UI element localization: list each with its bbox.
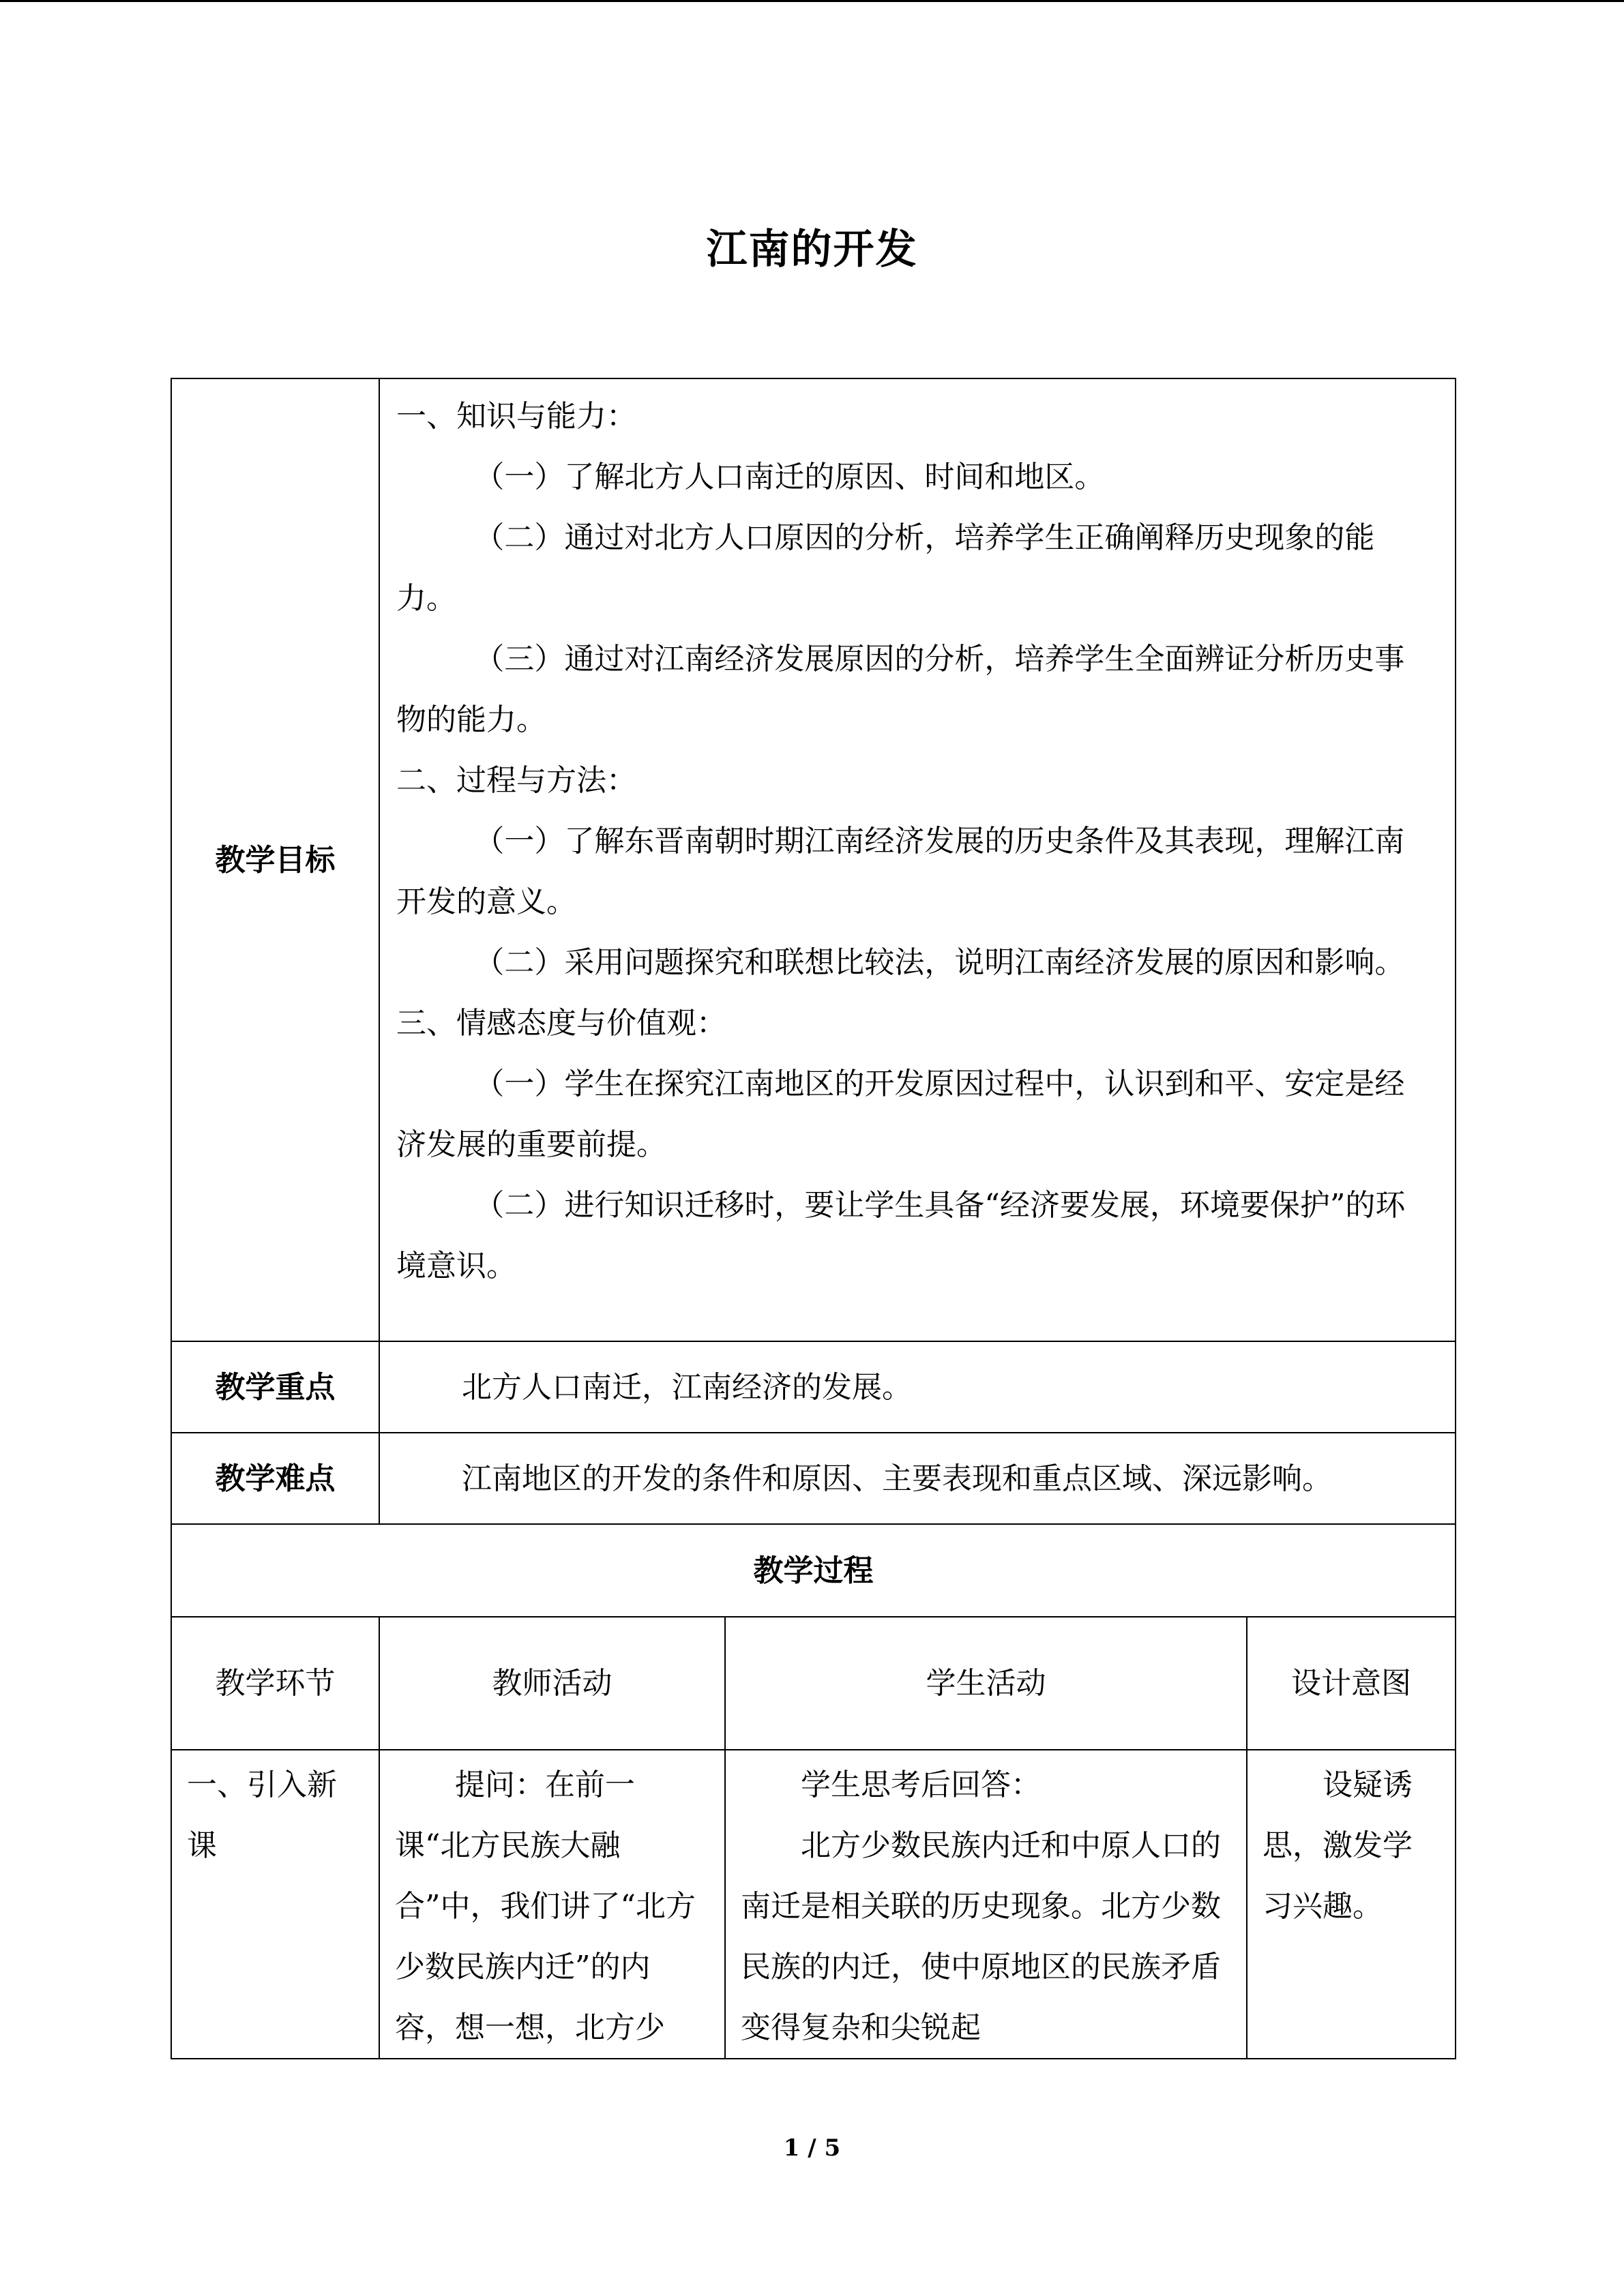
stage-text: 一、引入新课 [187, 1768, 337, 1863]
key-point-text: 北方人口南迁，江南经济的发展。 [379, 1341, 1456, 1433]
objective-item: （一）了解东晋南朝时期江南经济发展的历史条件及其表现，理解江南开发的意义。 [396, 824, 1405, 919]
process-title: 教学过程 [171, 1524, 1456, 1617]
student-activity-cell [725, 1750, 1247, 2059]
student-activity-intro: 学生思考后回答： [801, 1768, 1041, 1802]
objective-item: （一）学生在探究江南地区的开发原因过程中，认识到和平、安定是经济发展的重要前提。 [396, 1067, 1405, 1162]
column-header-student: 学生活动 [725, 1617, 1247, 1750]
process-row [171, 1750, 1456, 2059]
top-border-rule [0, 0, 1624, 2]
difficult-point-label: 教学难点 [171, 1433, 379, 1524]
objective-heading: 一、知识与能力： [396, 399, 636, 434]
design-intent-cell [1247, 1750, 1456, 2059]
objective-item: （一）了解北方人口南迁的原因、时间和地区。 [474, 460, 1105, 494]
key-point-row [171, 1341, 1456, 1433]
objective-item: （二）通过对北方人口原因的分析，培养学生正确阐释历史现象的能力。 [396, 520, 1375, 616]
page-number: 1 / 5 [783, 2134, 841, 2162]
key-point-label: 教学重点 [171, 1341, 379, 1433]
objective-item: （二）进行知识迁移时，要让学生具备“经济要发展，环境要保护”的环境意识。 [396, 1188, 1406, 1283]
document-title: 江南的开发 [706, 226, 918, 273]
teacher-activity-text: 提问：在前一课“北方民族大融合”中，我们讲了“北方少数民族内迁”的内容，想一想，北方少 [395, 1768, 696, 2045]
objective-item: （二）采用问题探究和联想比较法，说明江南经济发展的原因和影响。 [474, 945, 1405, 980]
lesson-plan-table [171, 378, 1456, 2059]
stage-cell [171, 1750, 379, 2059]
objective-heading: 二、过程与方法： [396, 763, 636, 798]
process-title-row [171, 1524, 1456, 1617]
column-header-stage: 教学环节 [171, 1617, 379, 1750]
objective-heading: 三、情感态度与价值观： [396, 1006, 726, 1041]
student-activity-text: 北方少数民族内迁和中原人口的南迁是相关联的历史现象。北方少数民族的内迁，使中原地区的民族矛盾变得复杂和尖锐起 [741, 1828, 1221, 2045]
objectives-content [379, 378, 1456, 1341]
column-header-teacher: 教师活动 [379, 1617, 725, 1750]
difficult-point-row [171, 1433, 1456, 1524]
objectives-row [171, 378, 1456, 1341]
teacher-activity-cell [379, 1750, 725, 2059]
design-intent-text: 设疑诱思，激发学习兴趣。 [1263, 1768, 1413, 1924]
difficult-point-text: 江南地区的开发的条件和原因、主要表现和重点区域、深远影响。 [379, 1433, 1456, 1524]
objective-item: （三）通过对江南经济发展原因的分析，培养学生全面辨证分析历史事物的能力。 [396, 642, 1405, 737]
column-header-intent: 设计意图 [1247, 1617, 1456, 1750]
objectives-label: 教学目标 [171, 378, 379, 1341]
process-header-row [171, 1617, 1456, 1750]
